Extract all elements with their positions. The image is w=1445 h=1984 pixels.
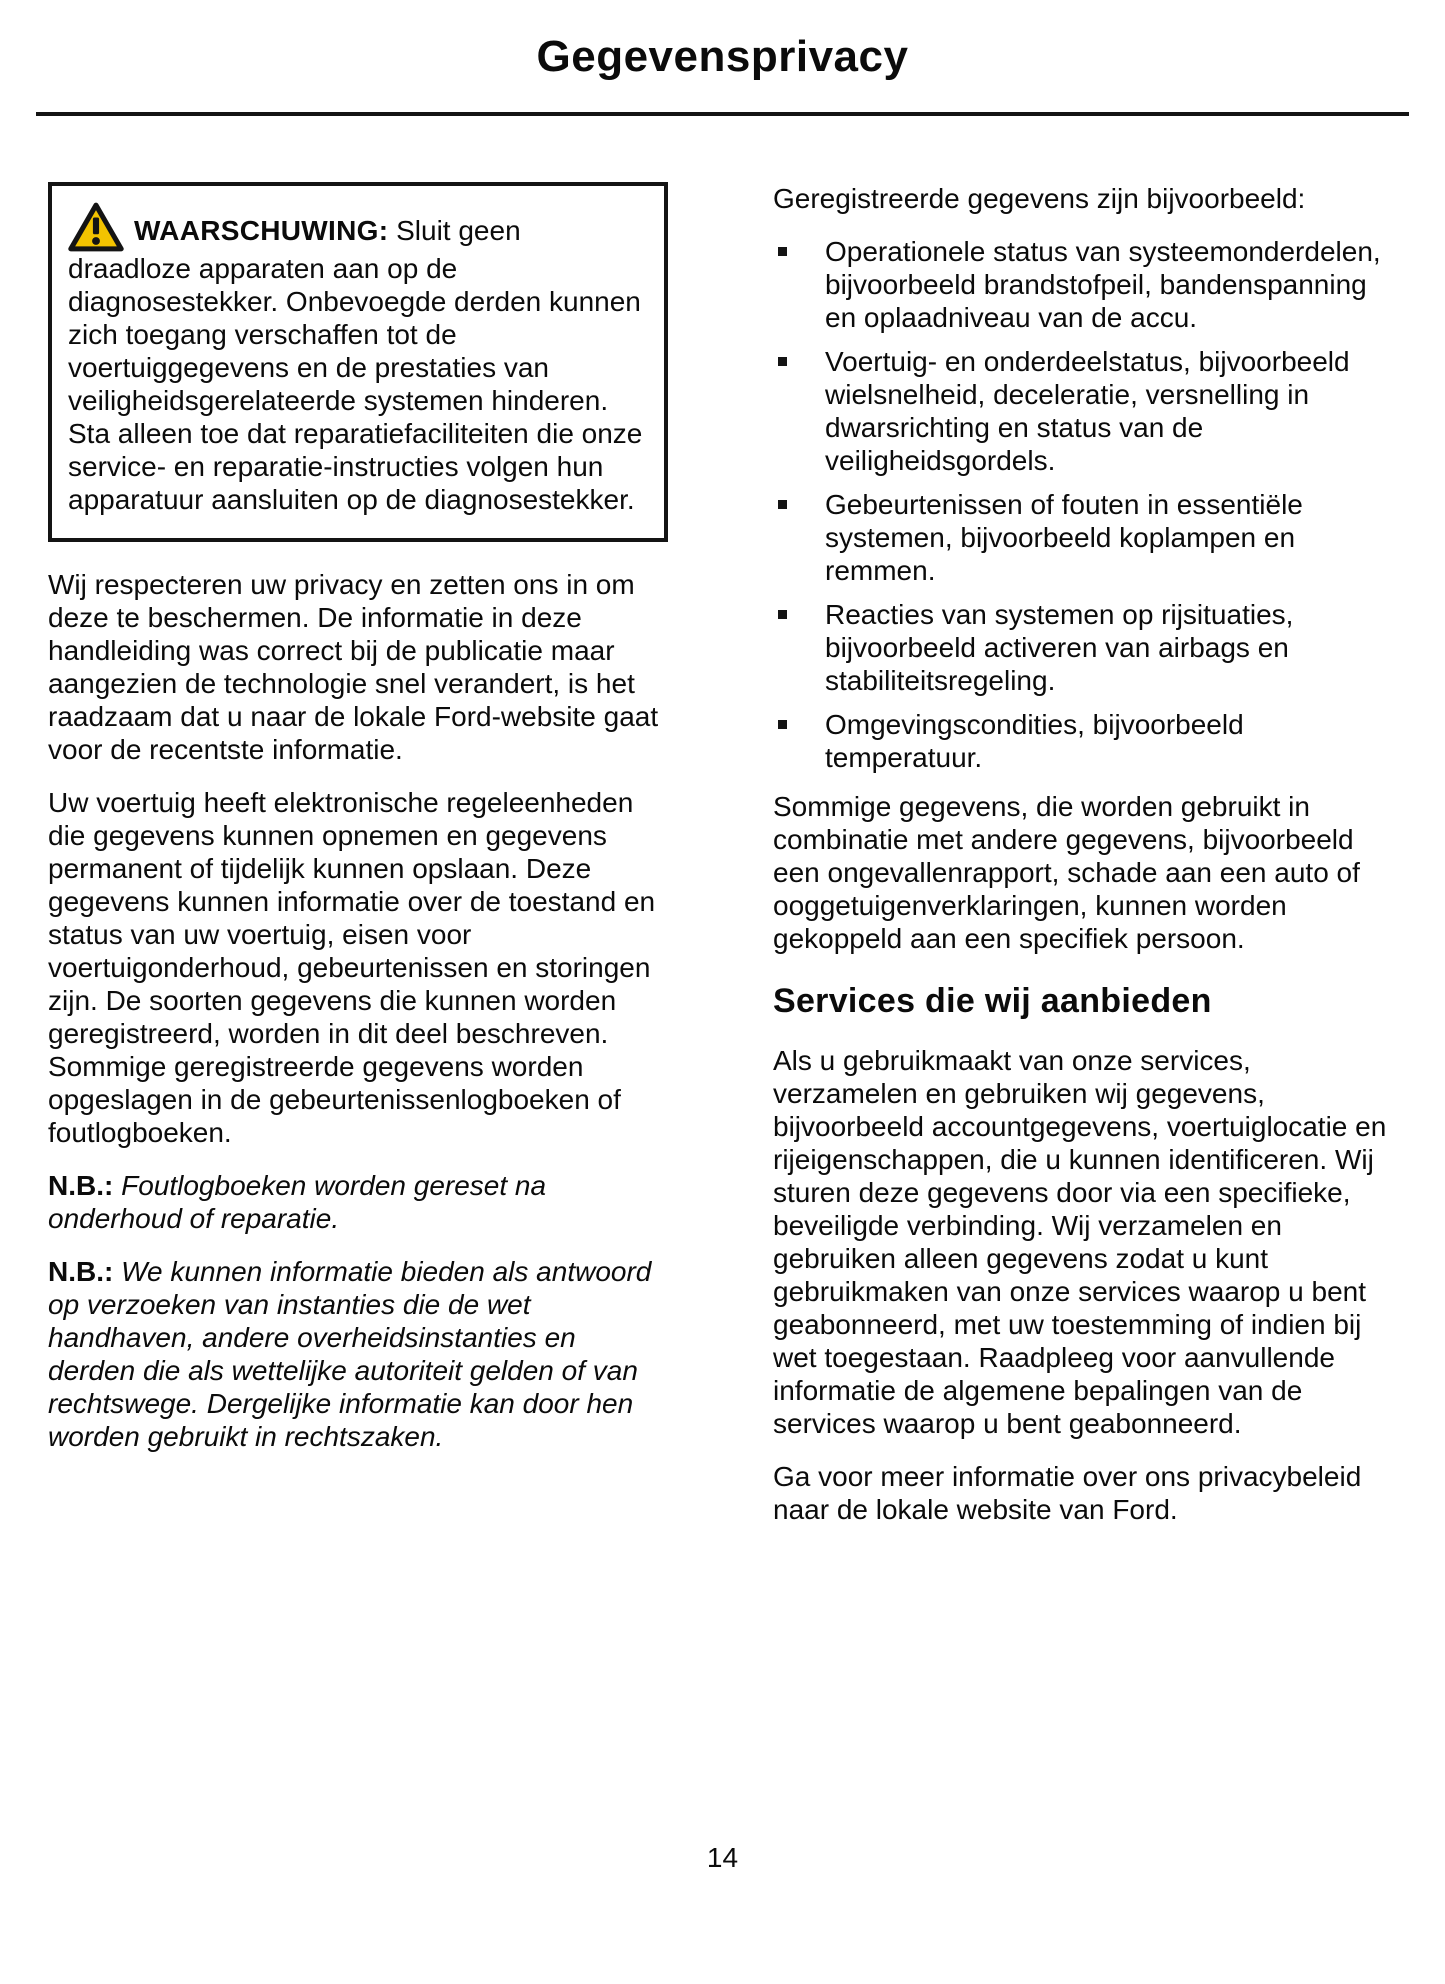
two-column-body <box>0 116 1445 1546</box>
list-item: Gebeurtenissen of fouten in essentiële systemen, bijvoorbeeld koplampen en remmen. <box>773 488 1393 587</box>
paragraph: Wij respecteren uw privacy en zetten ons in om deze te beschermen. De informatie in deze handleiding was correct bij de publicatie maar aangezien de technologie snel verandert, is het raadzaam dat u naar de lokale Ford-website gaat voor de recentste informatie. <box>48 569 659 765</box>
warning-box <box>48 182 668 542</box>
note-text: Foutlogboeken worden gereset na onderhoud of reparatie. <box>48 1170 547 1234</box>
right-column <box>773 182 1393 1546</box>
left-column <box>48 182 668 1546</box>
warning-triangle-icon <box>68 202 124 252</box>
note <box>48 1255 668 1453</box>
warning-text: Sluit geen draadloze apparaten aan op de diagnosestekker. Onbevoegde derden kunnen zich toegang verschaffen tot de voertuiggegevens en de prestaties van veiligheidsgerelateerde systemen hinderen. Sta alleen toe dat reparatiefaciliteiten die onze service- en reparatie-instructies volgen hun apparatuur aansluiten op de diagnosestekker. <box>68 215 643 515</box>
list-item: Voertuig- en onderdeelstatus, bijvoorbeeld wielsnelheid, deceleratie, versnelling in dwarsrichting en status van de veiligheidsgordels. <box>773 345 1393 477</box>
note-label: N.B.: <box>48 1170 114 1201</box>
note <box>48 1169 668 1235</box>
list-intro: Geregistreerde gegevens zijn bijvoorbeeld: <box>773 183 1306 214</box>
paragraph: Sommige gegevens, die worden gebruikt in combinatie met andere gegevens, bijvoorbeeld een ongevallenrapport, schade aan een auto of ooggetuigenverklaringen, kunnen worden gekoppeld aan een specifiek persoon. <box>773 791 1360 954</box>
list-item: Reacties van systemen op rijsituaties, bijvoorbeeld activeren van airbags en stabiliteitsregeling. <box>773 598 1393 697</box>
page-number: 14 <box>706 1842 739 1873</box>
page-header <box>0 0 1445 116</box>
warning-label: WAARSCHUWING: <box>134 215 389 246</box>
paragraph: Als u gebruikmaakt van onze services, verzamelen en gebruiken wij gegevens, bijvoorbeeld accountgegevens, voertuiglocatie en rijeigenschappen, die u kunnen identificeren. Wij sturen deze gegevens door via een specifieke, beveiligde verbinding. Wij verzamelen en gebruiken alleen gegevens zodat u kunt gebruikmaken van onze services waarop u bent geabonneerd, met uw toestemming of indien bij wet toegestaan. Raadpleeg voor aanvullende informatie de algemene bepalingen van de services waarop u bent geabonneerd. <box>773 1045 1387 1439</box>
list-item: Operationele status van systeemonderdelen, bijvoorbeeld brandstofpeil, bandenspanning en oplaadniveau van de accu. <box>773 235 1393 334</box>
page-title: Gegevensprivacy <box>536 32 909 81</box>
paragraph: Uw voertuig heeft elektronische regeleenheden die gegevens kunnen opnemen en gegevens permanent of tijdelijk kunnen opslaan. Deze gegevens kunnen informatie over de toestand en status van uw voertuig, eisen voor voertuigonderhoud, gebeurtenissen en storingen zijn. De soorten gegevens die kunnen worden geregistreerd, worden in dit deel beschreven. Sommige geregistreerde gegevens worden opgeslagen in de gebeurtenissenlogboeken of foutlogboeken. <box>48 787 656 1148</box>
paragraph: Ga voor meer informatie over ons privacybeleid naar de lokale website van Ford. <box>773 1461 1362 1525</box>
warning-paragraph <box>68 202 646 516</box>
note-label: N.B.: <box>48 1256 114 1287</box>
list-item: Omgevingscondities, bijvoorbeeld temperatuur. <box>773 708 1393 774</box>
recorded-data-list <box>773 235 1393 774</box>
note-text: We kunnen informatie bieden als antwoord op verzoeken van instanties die de wet handhaven, andere overheidsinstanties en derden die als wettelijke autoriteit gelden of van rechtswege. Dergelijke informatie kan door hen worden gebruikt in rechtszaken. <box>48 1256 652 1452</box>
section-heading: Services die wij aanbieden <box>773 982 1212 1020</box>
